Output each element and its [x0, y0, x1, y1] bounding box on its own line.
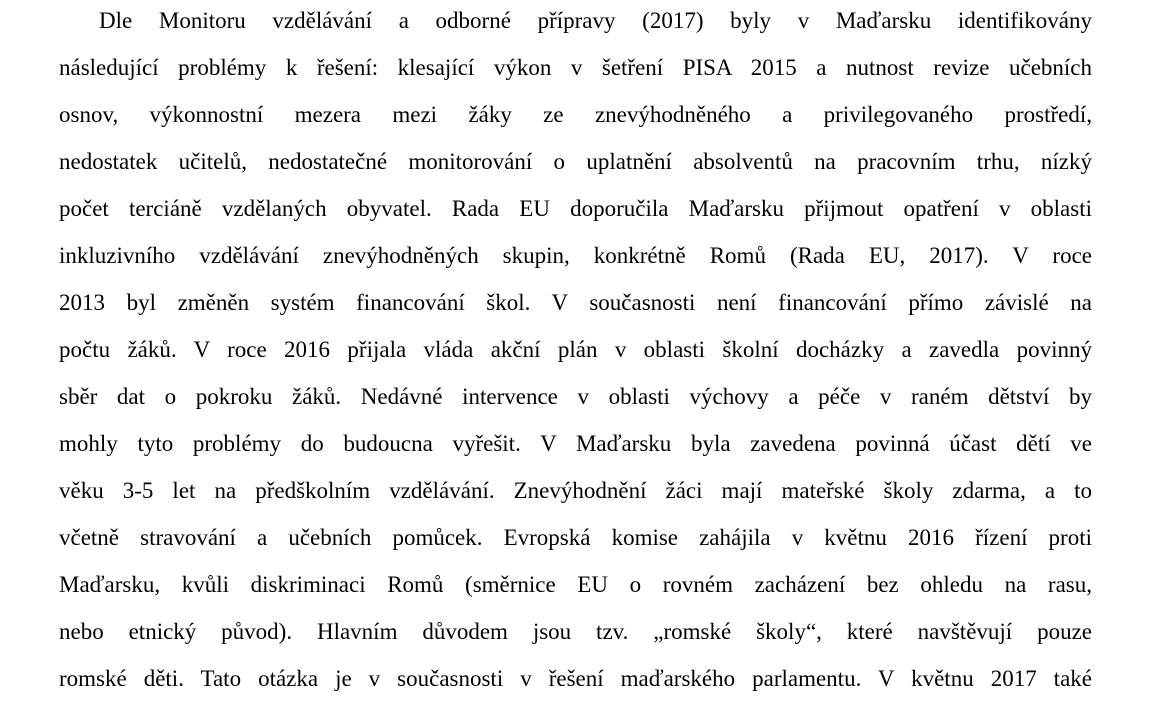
paragraph-line-1: Dle Monitoru vzdělávání a odborné přípravy (2017) byly v Maďarsku identifikovány	[99, 8, 1092, 33]
paragraph-line-4: nedostatek učitelů, nedostatečné monitorování o uplatnění absolventů na pracovním trhu, nízký	[59, 149, 1092, 174]
paragraph-line-6: inkluzivního vzdělávání znevýhodněných skupin, konkrétně Romů (Rada EU, 2017). V roce	[59, 243, 1092, 268]
paragraph-line-8: počtu žáků. V roce 2016 přijala vláda akční plán v oblasti školní docházky a zavedla povinný	[59, 337, 1092, 362]
paragraph-line-5: počet terciáně vzdělaných obyvatel. Rada EU doporučila Maďarsku přijmout opatření v oblasti	[59, 196, 1092, 221]
paragraph-line-9: sběr dat o pokroku žáků. Nedávné intervence v oblasti výchovy a péče v raném dětství by	[59, 384, 1092, 409]
paragraph-line-7: 2013 byl změněn systém financování škol. V současnosti není financování přímo závislé na	[59, 290, 1092, 315]
paragraph-line-13: Maďarsku, kvůli diskriminaci Romů (směrnice EU o rovném zacházení bez ohledu na rasu,	[59, 572, 1092, 597]
paragraph-line-10: mohly tyto problémy do budoucna vyřešit. V Maďarsku byla zavedena povinná účast dětí ve	[59, 431, 1092, 456]
paragraph-line-15: romské děti. Tato otázka je v současnosti v řešení maďarského parlamentu. V květnu 2017 také	[59, 666, 1092, 691]
paragraph-line-12: včetně stravování a učebních pomůcek. Evropská komise zahájila v květnu 2016 řízení proti	[59, 525, 1092, 550]
paragraph-line-11: věku 3-5 let na předškolním vzdělávání. Znevýhodnění žáci mají mateřské školy zdarma, a to	[59, 478, 1092, 503]
paragraph-line-14: nebo etnický původ). Hlavním důvodem jsou tzv. „romské školy“, které navštěvují pouze	[59, 619, 1092, 644]
paragraph-line-2: následující problémy k řešení: klesající výkon v šetření PISA 2015 a nutnost revize učebních	[59, 55, 1092, 80]
paragraph-line-3: osnov, výkonnostní mezera mezi žáky ze znevýhodněného a privilegovaného prostředí,	[59, 102, 1092, 127]
